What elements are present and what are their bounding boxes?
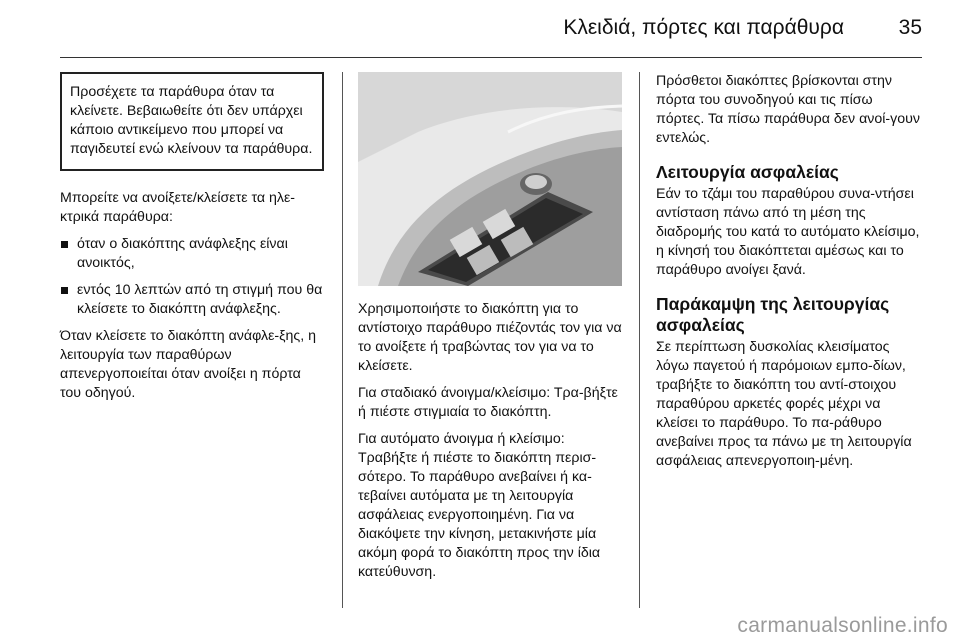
header-rule [60, 57, 922, 58]
outro-paragraph: Όταν κλείσετε το διακόπτη ανάφλε-ξης, η λειτουργία των παραθύρων απενεργοποιείται όταν ανοίξει η πόρτα του οδηγού. [60, 328, 316, 401]
list-item [60, 281, 324, 319]
left-column [60, 72, 324, 411]
middle-column [358, 72, 624, 590]
list-item-text: όταν ο διακόπτης ανάφλεξης είναι ανοικτός, [77, 236, 288, 271]
automatic-paragraph: Για αυτόματο άνοιγμα ή κλείσιμο: Τραβήξτε ή πιέστε το διακόπτη περισ-σότερο. Το παράθυρο ανεβαίνει ή κα-τεβαίνει αυτόματα με τη λειτουργία ασφάλειας ενεργοποιημένη. Για να διακόψετε την κίνηση, μετακινήστε μία ακόμη φορά το διακόπτη προς την ίδια κατεύθυνση. [358, 431, 601, 580]
condition-list [60, 235, 324, 319]
override-heading: Παράκαμψη της λειτουργίας ασφαλείας [656, 294, 890, 335]
safety-paragraph: Εάν το τζάμι του παραθύρου συνα-ντήσει αντίσταση πάνω από τη μέση της διαδρομής του κατά το αυτόματο κλείσιμο, η κίνησή του διακόπτεται αμέσως και το παράθυρο ανοίγει ξανά. [656, 186, 920, 278]
column-divider [342, 72, 343, 608]
intro-paragraph: Μπορείτε να ανοίξετε/κλείσετε τα ηλε-κτρικά παράθυρα: [60, 190, 296, 225]
gradual-paragraph: Για σταδιακό άνοιγμα/κλείσιμο: Τρα-βήξτε ή πιέστε στιγμιαία το διακόπτη. [358, 385, 618, 420]
right-column [656, 72, 922, 479]
column-divider [639, 72, 640, 608]
usage-paragraph: Χρησιμοποιήστε το διακόπτη για το αντίστοιχο παράθυρο πιέζοντάς τον για να το ανοίξετε ή τραβώντας τον για να το κλείσετε. [358, 301, 622, 374]
list-item-text: εντός 10 λεπτών από τη στιγμή που θα κλείσετε το διακόπτη ανάφλεξης. [77, 282, 323, 317]
page-header [60, 14, 922, 48]
override-paragraph: Σε περίπτωση δυσκολίας κλεισίματος λόγω παγετού ή παρόμοιων εμπο-δίων, τραβήξτε το διακόπτη του αντί-στοιχου παραθύρου αρκετές φορές μέχρι να κλείσει το παράθυρο. Το πα-ράθυρο ανεβαίνει προς τα πάνω με τη λειτουργία ασφάλειας απενεργοποιη-μένη. [656, 339, 912, 469]
bullet-icon [61, 241, 68, 248]
page-number: 35 [898, 16, 922, 39]
list-item [60, 235, 324, 273]
bullet-icon [61, 287, 68, 294]
window-switch-illustration [358, 72, 622, 286]
extra-switches-paragraph: Πρόσθετοι διακόπτες βρίσκονται στην πόρτα του συνοδηγού και τις πίσω πόρτες. Τα πίσω παράθυρα δεν ανοί-γουν εντελώς. [656, 73, 920, 146]
safety-heading: Λειτουργία ασφαλείας [656, 162, 839, 182]
caution-text: Προσέχετε τα παράθυρα όταν τα κλείνετε. Βεβαιωθείτε ότι δεν υπάρχει κάποιο αντικείμενο που μπορεί να παγιδευτεί ενώ κλείνουν τα παράθυρα. [70, 84, 313, 157]
watermark: carmanualsonline.info [737, 614, 948, 637]
page-title: Κλειδιά, πόρτες και παράθυρα [563, 16, 844, 39]
caution-box [60, 72, 324, 171]
